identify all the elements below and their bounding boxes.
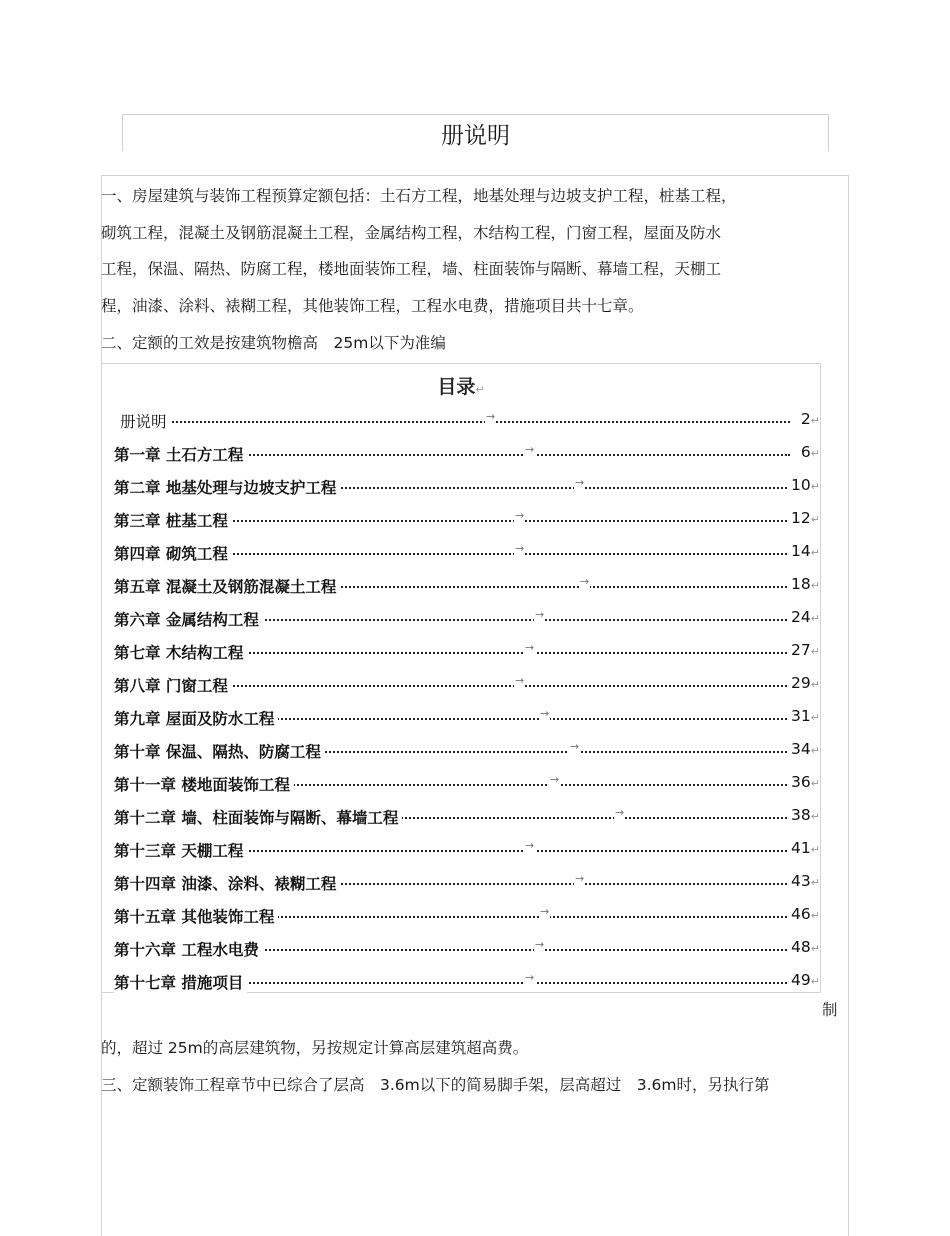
paragraph-mark-icon: ↵ bbox=[810, 480, 820, 493]
toc-entry-label: 第十六章 工程水电费 bbox=[114, 938, 263, 960]
toc-entry-label: 第十二章 墙、柱面装饰与隔断、幕墙工程 bbox=[114, 806, 402, 828]
toc-entry-label: 第十四章 油漆、涂料、裱糊工程 bbox=[114, 872, 340, 894]
toc-entry-label: 第二章 地基处理与边坡支护工程 bbox=[114, 476, 340, 498]
toc-entry[interactable] bbox=[114, 443, 820, 467]
tab-arrow-icon: → bbox=[540, 707, 550, 720]
toc-entry-label: 第八章 门窗工程 bbox=[114, 674, 232, 696]
toc-entry-label: 第十章 保温、隔热、防腐工程 bbox=[114, 740, 325, 762]
toc-entry-page bbox=[788, 839, 820, 857]
toc-entry-page bbox=[798, 443, 820, 461]
toc-entry-label: 第十三章 天棚工程 bbox=[114, 839, 247, 861]
paragraph-mark-icon: ↵ bbox=[810, 513, 820, 526]
tab-arrow-icon: → bbox=[515, 509, 525, 522]
tab-arrow-icon: → bbox=[615, 806, 625, 819]
toc-entry[interactable] bbox=[114, 971, 820, 995]
toc-entry-page bbox=[788, 641, 820, 659]
toc-page-number: 29 bbox=[791, 674, 811, 692]
paragraph-3-line-1: 三、定额装饰工程章节中已综合了层高 3.6m以下的简易脚手架，层高超过 3.6m时，另执行第 bbox=[101, 1076, 770, 1094]
toc-entry[interactable] bbox=[114, 641, 820, 665]
toc-entry-page bbox=[788, 674, 820, 692]
paragraph-1-line-4: 程，油漆、涂料、裱糊工程，其他装饰工程，工程水电费，措施项目共十七章。 bbox=[101, 297, 644, 315]
toc-heading: 目录 bbox=[437, 376, 476, 398]
toc-entry[interactable] bbox=[114, 905, 820, 929]
toc-entry-label: 第一章 土石方工程 bbox=[114, 443, 247, 465]
toc-page-number: 36 bbox=[791, 773, 811, 791]
toc-entry[interactable] bbox=[114, 773, 820, 797]
paragraph-mark-icon: ↵ bbox=[810, 909, 820, 922]
paragraph-2-line-1: 二、定额的工效是按建筑物檐高 25m以下为准编 bbox=[101, 334, 446, 352]
tab-arrow-icon: → bbox=[525, 443, 535, 456]
tab-arrow-icon: → bbox=[540, 905, 550, 918]
page-title: 册说明 bbox=[441, 123, 510, 149]
tab-arrow-icon: → bbox=[535, 938, 545, 951]
toc-entry-label: 第十七章 措施项目 bbox=[114, 971, 247, 993]
toc-entry-page bbox=[788, 971, 820, 989]
tab-arrow-icon: → bbox=[525, 839, 535, 852]
toc-entry-page bbox=[788, 938, 820, 956]
paragraph-mark-icon: ↵ bbox=[810, 843, 820, 856]
toc-page-number: 24 bbox=[791, 608, 811, 626]
toc-page-number: 49 bbox=[791, 971, 811, 989]
paragraph-mark-icon: ↵ bbox=[810, 447, 820, 460]
paragraph-1-line-3: 工程，保温、隔热、防腐工程，楼地面装饰工程，墙、柱面装饰与隔断、幕墙工程，天棚工 bbox=[101, 260, 722, 278]
toc-entry-label: 第六章 金属结构工程 bbox=[114, 608, 263, 630]
toc-entry-label: 第五章 混凝土及钢筋混凝土工程 bbox=[114, 575, 340, 597]
toc-entry-label: 第九章 屋面及防水工程 bbox=[114, 707, 278, 729]
toc-leader-dots bbox=[120, 421, 790, 423]
paragraph-mark-icon: ↵ bbox=[810, 612, 820, 625]
paragraph-mark-icon: ↵ bbox=[810, 711, 820, 724]
paragraph-mark-icon: ↵ bbox=[810, 546, 820, 559]
paragraph-mark-icon: ↵ bbox=[810, 744, 820, 757]
toc-page-number: 2 bbox=[800, 410, 811, 428]
toc-entry-page bbox=[788, 476, 820, 494]
toc-entry[interactable] bbox=[114, 509, 820, 533]
title-frame bbox=[122, 114, 829, 151]
paragraph-mark-icon: ↵ bbox=[810, 942, 820, 955]
toc-page-number: 27 bbox=[791, 641, 811, 659]
paragraph-mark-icon: ↵ bbox=[810, 414, 820, 427]
toc-entry-label: 第三章 桩基工程 bbox=[114, 509, 232, 531]
toc-entry-page bbox=[788, 872, 820, 890]
toc-page-number: 6 bbox=[800, 443, 811, 461]
toc-page-number: 46 bbox=[791, 905, 811, 923]
toc-entry-label: 第十五章 其他装饰工程 bbox=[114, 905, 278, 927]
toc-entry[interactable] bbox=[120, 410, 820, 434]
paragraph-mark-icon: ↵ bbox=[810, 810, 820, 823]
paragraph-2-line-2: 的，超过 25m的高层建筑物，另按规定计算高层建筑超高费。 bbox=[101, 1039, 529, 1057]
table-of-contents bbox=[101, 363, 821, 993]
toc-entry-page bbox=[788, 608, 820, 626]
paragraph-mark-icon: ↵ bbox=[810, 975, 820, 988]
tab-arrow-icon: → bbox=[535, 608, 545, 621]
toc-entry-page bbox=[788, 806, 820, 824]
paragraph-mark-icon: ↵ bbox=[810, 777, 820, 790]
toc-entry-page bbox=[788, 740, 820, 758]
toc-entry-page bbox=[788, 773, 820, 791]
toc-page-number: 48 bbox=[791, 938, 811, 956]
toc-entry[interactable] bbox=[114, 872, 820, 896]
paragraph-mark-icon: ↵ bbox=[475, 383, 485, 396]
toc-page-number: 38 bbox=[791, 806, 811, 824]
toc-page-number: 12 bbox=[791, 509, 811, 527]
toc-page-number: 18 bbox=[791, 575, 811, 593]
paragraph-mark-icon: ↵ bbox=[810, 876, 820, 889]
tab-arrow-icon: → bbox=[525, 971, 535, 984]
toc-entry[interactable] bbox=[114, 839, 820, 863]
paragraph-1-line-1: 一、房屋建筑与装饰工程预算定额包括：土石方工程，地基处理与边坡支护工程，桩基工程， bbox=[101, 187, 737, 205]
tab-arrow-icon: → bbox=[550, 773, 560, 786]
toc-entry-page bbox=[788, 542, 820, 560]
tab-arrow-icon: → bbox=[575, 476, 585, 489]
toc-entry-page bbox=[788, 905, 820, 923]
toc-entry-label: 第四章 砌筑工程 bbox=[114, 542, 232, 564]
paragraph-1-line-2: 砌筑工程，混凝土及钢筋混凝土工程，金属结构工程，木结构工程，门窗工程，屋面及防水 bbox=[101, 224, 722, 242]
toc-entry[interactable] bbox=[114, 575, 820, 599]
toc-entry-page bbox=[798, 410, 820, 428]
tab-arrow-icon: → bbox=[486, 410, 496, 423]
tab-arrow-icon: → bbox=[525, 641, 535, 654]
toc-entry[interactable] bbox=[114, 674, 820, 698]
toc-page-number: 41 bbox=[791, 839, 811, 857]
tab-arrow-icon: → bbox=[570, 740, 580, 753]
tab-arrow-icon: → bbox=[515, 674, 525, 687]
toc-entry-label: 第十一章 楼地面装饰工程 bbox=[114, 773, 294, 795]
toc-page-number: 14 bbox=[791, 542, 811, 560]
tab-arrow-icon: → bbox=[575, 872, 585, 885]
paragraph-mark-icon: ↵ bbox=[810, 579, 820, 592]
toc-entry-page bbox=[788, 509, 820, 527]
tab-arrow-icon: → bbox=[580, 575, 590, 588]
paragraph-mark-icon: ↵ bbox=[810, 678, 820, 691]
toc-entry[interactable] bbox=[114, 938, 820, 962]
toc-entry[interactable] bbox=[114, 707, 820, 731]
toc-page-number: 31 bbox=[791, 707, 811, 725]
paragraph-2-continuation: 制 bbox=[822, 1001, 838, 1019]
toc-entry[interactable] bbox=[114, 806, 820, 830]
toc-entry[interactable] bbox=[114, 476, 820, 500]
paragraph-mark-icon: ↵ bbox=[810, 645, 820, 658]
toc-entry[interactable] bbox=[114, 542, 820, 566]
toc-page-number: 10 bbox=[791, 476, 811, 494]
tab-arrow-icon: → bbox=[515, 542, 525, 555]
toc-entry-label: 册说明 bbox=[120, 410, 171, 432]
toc-entry-page bbox=[788, 575, 820, 593]
toc-entry[interactable] bbox=[114, 608, 820, 632]
toc-page-number: 43 bbox=[791, 872, 811, 890]
toc-page-number: 34 bbox=[791, 740, 811, 758]
toc-entry-page bbox=[788, 707, 820, 725]
toc-entry-label: 第七章 木结构工程 bbox=[114, 641, 247, 663]
toc-entry[interactable] bbox=[114, 740, 820, 764]
